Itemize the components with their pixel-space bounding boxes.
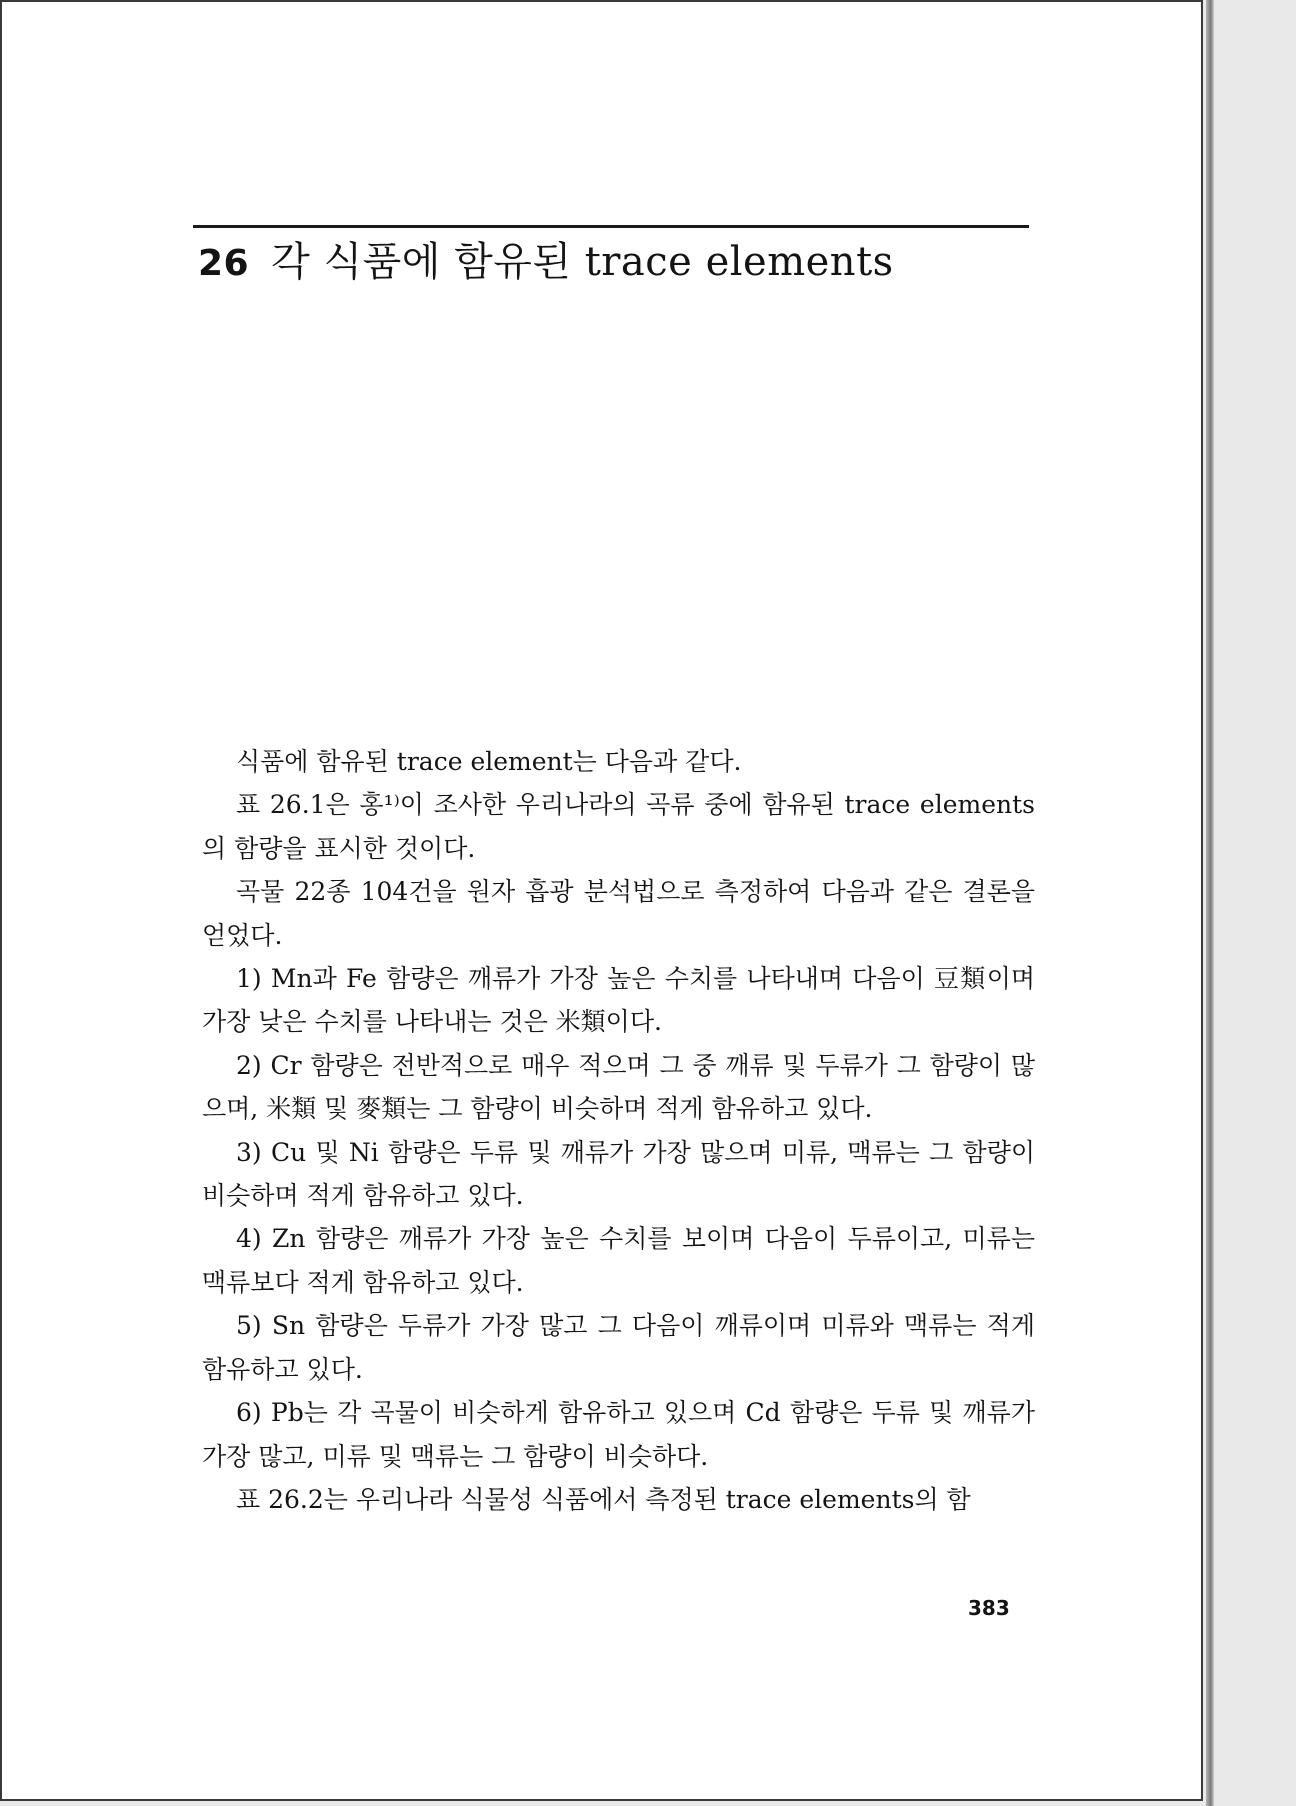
page-edge xyxy=(1206,0,1214,1806)
paragraph: 곡물 22종 104건을 원자 흡광 분석법으로 측정하여 다음과 같은 결론을 얻었다. xyxy=(202,877,1035,950)
chapter-rule xyxy=(193,225,1029,228)
paragraph: 4) Zn 함량은 깨류가 가장 높은 수치를 보이며 다음이 두류이고, 미류는 맥류보다 적게 함유하고 있다. xyxy=(202,1224,1035,1297)
page-number: 383 xyxy=(968,1596,1010,1620)
paragraph: 표 26.1은 홍¹⁾이 조사한 우리나라의 곡류 중에 함유된 trace elements의 함량을 표시한 것이다. xyxy=(202,790,1035,863)
paragraph: 표 26.2는 우리나라 식물성 식품에서 측정된 trace elements의 함 xyxy=(236,1484,971,1514)
paragraph: 6) Pb는 각 곡물이 비슷하게 함유하고 있으며 Cd 함량은 두류 및 깨류가 가장 많고, 미류 및 맥류는 그 함량이 비슷하다. xyxy=(202,1398,1035,1471)
paragraph: 식품에 함유된 trace element는 다음과 같다. xyxy=(236,747,742,776)
paragraph: 1) Mn과 Fe 함량은 깨류가 가장 높은 수치를 나타내며 다음이 豆類이며 가장 낮은 수치를 나타내는 것은 米類이다. xyxy=(202,964,1035,1037)
paragraph: 3) Cu 및 Ni 함량은 두류 및 깨류가 가장 많으며 미류, 맥류는 그 함량이 비슷하며 적게 함유하고 있다. xyxy=(202,1137,1035,1211)
chapter-title: 각 식품에 함유된 trace elements xyxy=(271,239,894,285)
paragraph: 2) Cr 함량은 전반적으로 매우 적으며 그 중 깨류 및 두류가 그 함량이 많으며, 米類 및 麥類는 그 함량이 비슷하며 적게 함유하고 있다. xyxy=(202,1050,1035,1124)
paragraph: 5) Sn 함량은 두류가 가장 많고 그 다음이 깨류이며 미류와 맥류는 적게 함유하고 있다. xyxy=(202,1311,1035,1384)
chapter-number: 26 xyxy=(198,243,250,284)
body-text xyxy=(202,740,1035,1521)
chapter-heading xyxy=(198,236,894,290)
